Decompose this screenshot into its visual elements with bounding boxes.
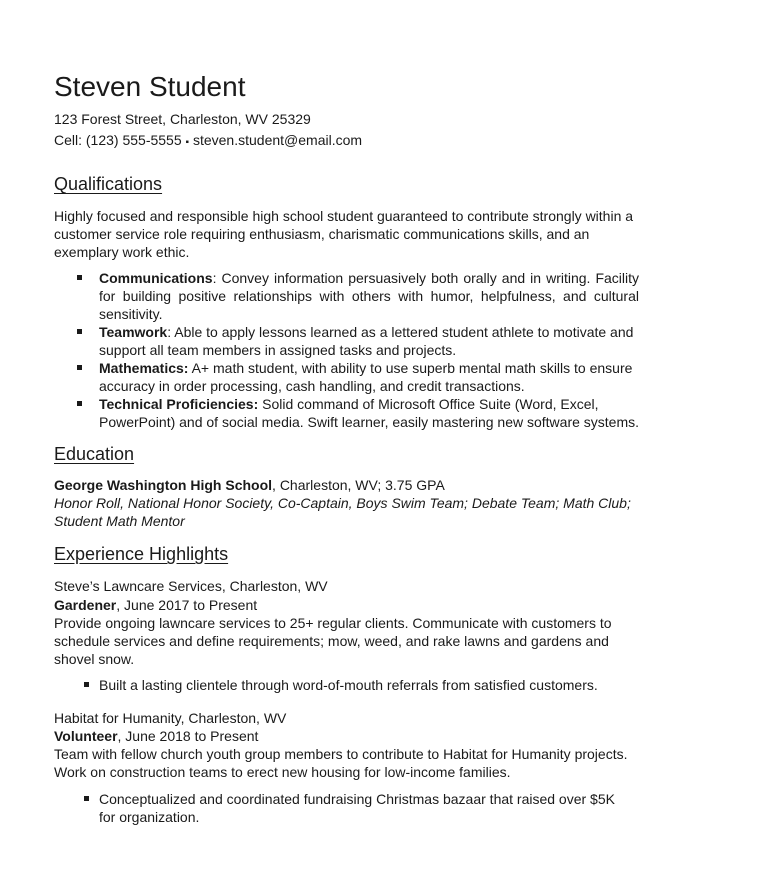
job-dates: , June 2017 to Present <box>116 597 258 613</box>
honors-italic: Honor Roll, National Honor Society, Co-Captain, Boys Swim Team; Debate Team; Math Club; Student Math Mentor <box>54 495 631 529</box>
list-item <box>0 323 639 359</box>
employer-line: Habitat for Humanity, Charleston, WV <box>54 710 287 726</box>
honors-text <box>54 494 634 530</box>
school-details: , Charleston, WV; 3.75 GPA <box>272 477 445 493</box>
list-item <box>0 359 639 395</box>
school-name: George Washington High School <box>54 477 273 493</box>
qualification-text: A+ math student, with ability to use superb mental math skills to ensure accuracy in order processing, cash handling, and credit transactions. <box>99 360 633 394</box>
qualification-label: Teamwork <box>99 324 168 340</box>
qualification-text: Able to apply lessons learned as a lettered student athlete to motivate and support all team members in assigned tasks and projects. <box>99 324 634 358</box>
job-bullets <box>0 790 629 826</box>
list-item <box>0 395 639 431</box>
school-line <box>54 476 445 494</box>
employer-line: Steve’s Lawncare Services, Charleston, WV <box>54 578 328 594</box>
list-item <box>0 790 629 826</box>
qualifications-summary: Highly focused and responsible high school student guaranteed to contribute strongly within a customer service role requiring enthusiasm, charismatic communications skills, and an exemplary work ethic. <box>54 208 634 260</box>
qualification-text: Convey information persuasively both orally and in writing. Facility for building positive relationships with others with humor, helpfulness, and cultural sensitivity. <box>99 270 639 322</box>
bullet-icon <box>77 329 82 334</box>
bullet-text: Conceptualized and coordinated fundraising Christmas bazaar that raised over $5K for organization. <box>99 791 615 825</box>
education-heading: Education <box>54 444 135 464</box>
address-line: 123 Forest Street, Charleston, WV 25329 <box>54 111 311 127</box>
qualification-label: Communications <box>99 270 213 286</box>
bullet-icon <box>84 682 89 687</box>
bullet-icon <box>77 401 82 406</box>
bullet-icon <box>84 796 89 801</box>
job-bullets <box>0 676 659 694</box>
bullet-icon <box>77 275 82 280</box>
list-item <box>0 269 639 323</box>
label-separator: : <box>167 324 172 340</box>
qualification-text: Solid command of Microsoft Office Suite (Word, Excel, PowerPoint) and of social media. Swift learner, easily mastering new software systems. <box>99 396 640 430</box>
qualifications-list <box>0 269 639 431</box>
job-title-line <box>54 596 257 614</box>
qualification-label: Mathematics: <box>99 360 189 376</box>
separator-icon: ▪ <box>185 137 190 148</box>
qualification-label: Technical Proficiencies: <box>99 396 259 412</box>
experience-heading: Experience Highlights <box>54 544 229 564</box>
job-title-line <box>54 727 258 745</box>
list-item <box>0 676 659 694</box>
job-dates: , June 2018 to Present <box>117 728 259 744</box>
email-text: steven.student@email.com <box>192 132 363 148</box>
applicant-name: Steven Student <box>54 71 246 102</box>
label-separator: : <box>212 270 217 286</box>
phone-text: Cell: (123) 555-5555 <box>54 132 182 148</box>
qualifications-heading: Qualifications <box>54 174 163 194</box>
bullet-icon <box>77 365 82 370</box>
bullet-text: Built a lasting clientele through word-of-mouth referrals from satisfied customers. <box>99 677 598 693</box>
job-description: Provide ongoing lawncare services to 25+ regular clients. Communicate with customers to schedule services and define requirements; mow, weed, and rake lawns and gardens and shovel snow. <box>54 615 612 667</box>
contact-line <box>54 131 362 152</box>
job-title: Volunteer <box>54 728 118 744</box>
job-description: Team with fellow church youth group members to contribute to Habitat for Humanity projects. Work on construction teams to erect new housing for low-income families. <box>54 746 628 780</box>
job-title: Gardener <box>54 597 117 613</box>
